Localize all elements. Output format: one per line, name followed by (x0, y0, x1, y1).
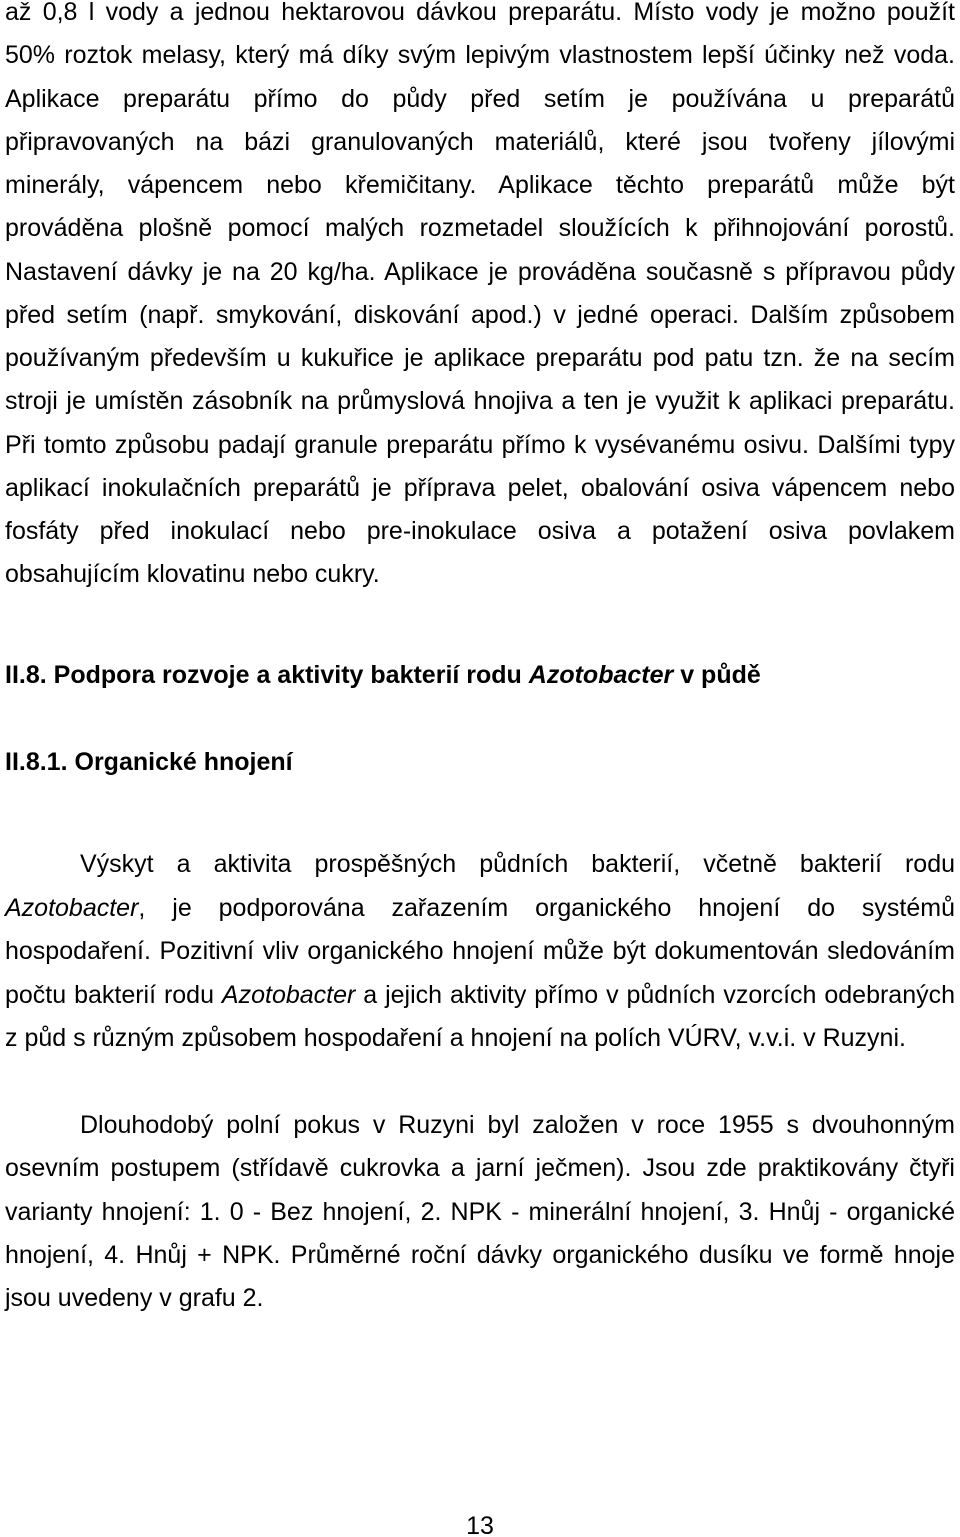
paragraph-line: hospodaření. Pozitivní vliv organického hnojení může být dokumentován sledováním (5, 937, 955, 965)
paragraph-line: prováděna plošně pomocí malých rozmetadel sloužících k přihnojování porostů. (5, 214, 955, 243)
paragraph-line: Dlouhodobý polní pokus v Ruzyni byl založen v roce 1955 s dvouhonným (80, 1111, 955, 1139)
genus-name: Azotobacter (528, 661, 674, 689)
paragraph-line: varianty hnojení: 1. 0 - Bez hnojení, 2. NPK - minerální hnojení, 3. Hnůj - organické (5, 1197, 955, 1226)
line-text: , je podporována zařazením organického hnojení do systémů (138, 893, 955, 922)
line-text: a jejich aktivity přímo v půdních vzorcích odebraných (363, 980, 956, 1009)
paragraph-line: před setím (např. smykování, diskování apod.) v jedné operaci. Dalším způsobem (5, 300, 955, 329)
paragraph-line: Výskyt a aktivita prospěšných půdních bakterií, včetně bakterií rodu (80, 850, 955, 878)
section-heading (5, 654, 955, 697)
paragraph (5, 1104, 955, 1320)
section-title-part: Podpora rozvoje a aktivity bakterií rodu (53, 661, 522, 689)
paragraph-line: až 0,8 l vody a jednou hektarovou dávkou preparátu. Místo vody je možno použít (5, 0, 955, 26)
section-number: II.8. (5, 661, 47, 689)
genus-name: Azotobacter (5, 893, 139, 922)
paragraph (5, 0, 955, 597)
paragraph-line: připravovaných na bázi granulovaných materiálů, které jsou tvořeny jílovými (5, 127, 955, 156)
paragraph-line: stroji je umístěn zásobník na průmyslová hnojiva a ten je využit k aplikaci preparátu. (5, 387, 955, 416)
subsection-heading (5, 741, 955, 784)
subsection-number: II.8.1. (5, 748, 68, 776)
paragraph-line: Při tomto způsobu padají granule preparátu přímo k vysévanému osivu. Dalšími typy (5, 430, 955, 459)
subsection-title: Organické hnojení (74, 748, 293, 776)
genus-name: Azotobacter (221, 980, 356, 1009)
paragraph-line: aplikací inokulačních preparátů je příprava pelet, obalování osiva vápencem nebo (5, 473, 955, 502)
section-title-part: v půdě (680, 661, 761, 689)
paragraph-line: hnojení, 4. Hnůj + NPK. Průměrné roční dávky organického dusíku ve formě hnoje (5, 1240, 955, 1269)
paragraph-line: minerály, vápencem nebo křemičitany. Aplikace těchto preparátů může být (5, 171, 955, 199)
paragraph-line (5, 974, 955, 1018)
paragraph-line: Nastavení dávky je na 20 kg/ha. Aplikace je prováděna současně s přípravou půdy (5, 257, 955, 286)
paragraph (5, 843, 955, 1061)
paragraph-line: fosfáty před inokulací nebo pre-inokulace osiva a potažení osiva povlakem (5, 517, 955, 545)
paragraph-line: jsou uvedeny v grafu 2. (5, 1284, 264, 1312)
paragraph-line: z půd s různým způsobem hospodaření a hnojení na polích VÚRV, v.v.i. v Ruzyni. (5, 1024, 906, 1052)
line-text: počtu bakterií rodu (5, 980, 214, 1009)
paragraph-line: obsahujícím klovatinu nebo cukry. (5, 560, 380, 589)
paragraph-line: osevním postupem (střídavě cukrovka a jarní ječmen). Jsou zde praktikovány čtyři (5, 1154, 955, 1183)
paragraph-line: 50% roztok melasy, který má díky svým lepivým vlastnostem lepší účinky než voda. (5, 41, 955, 70)
page-number: 13 (466, 1512, 494, 1537)
paragraph-line (5, 887, 955, 931)
paragraph-line: Aplikace preparátu přímo do půdy před setím je používána u preparátů (5, 84, 955, 113)
paragraph-line: používaným především u kukuřice je aplikace preparátu pod patu tzn. že na secím (5, 344, 955, 372)
